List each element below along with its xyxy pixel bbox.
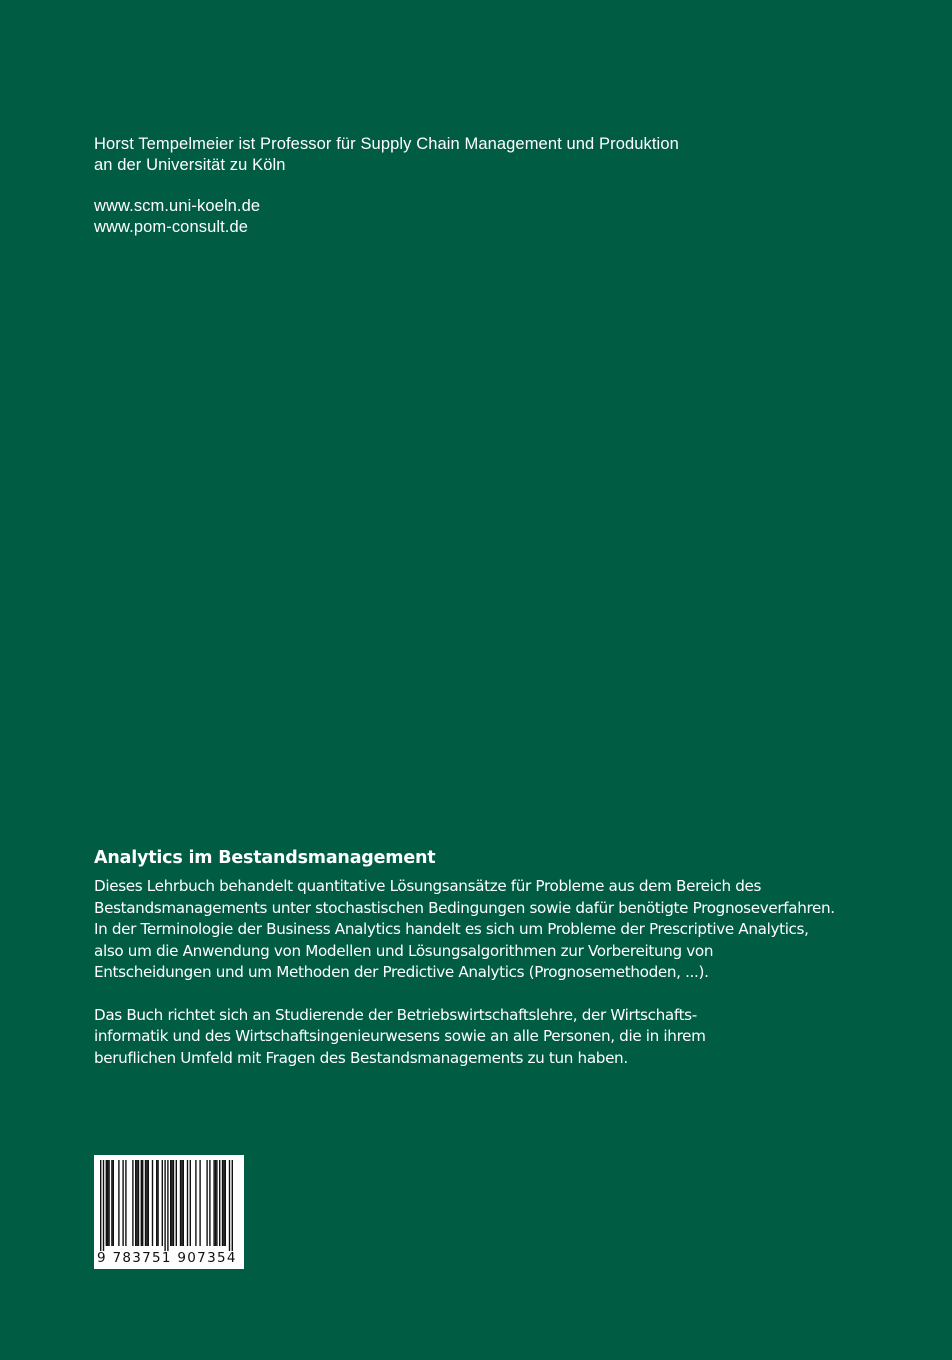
barcode-bar bbox=[183, 1160, 184, 1246]
barcode-bar bbox=[125, 1160, 126, 1246]
barcode-bar bbox=[173, 1160, 174, 1246]
book-description bbox=[94, 846, 874, 1069]
barcode-bar bbox=[199, 1160, 200, 1246]
barcode-bar bbox=[135, 1160, 136, 1246]
barcode-bar bbox=[213, 1160, 214, 1246]
barcode-bar bbox=[122, 1160, 123, 1246]
barcode-bar bbox=[219, 1160, 220, 1246]
barcode-bar bbox=[132, 1160, 133, 1246]
barcode-bar bbox=[190, 1160, 191, 1246]
barcode-bar bbox=[146, 1160, 147, 1246]
description-title: Analytics im Bestandsmanagement bbox=[94, 848, 436, 868]
barcode-bar bbox=[164, 1160, 165, 1251]
barcode-bar bbox=[170, 1160, 171, 1246]
barcode-bar bbox=[162, 1160, 163, 1246]
barcode-bar bbox=[106, 1160, 107, 1246]
author-bio bbox=[94, 134, 854, 176]
barcode-bar bbox=[181, 1160, 182, 1246]
isbn-barcode bbox=[94, 1155, 244, 1269]
barcode-bar bbox=[225, 1160, 226, 1246]
paragraph-2-line-2: informatik und des Wirtschaftsingenieurwesens sowie an alle Personen, die in ihrem bbox=[94, 1027, 706, 1045]
barcode-bar bbox=[156, 1160, 157, 1246]
paragraph-2-line-3: beruflichen Umfeld mit Fragen des Bestandsmanagements zu tun haben. bbox=[94, 1048, 628, 1067]
description-paragraph-1 bbox=[94, 876, 874, 984]
author-bio-line-2: an der Universität zu Köln bbox=[94, 156, 286, 174]
barcode-bars bbox=[94, 1155, 244, 1251]
barcode-bar bbox=[136, 1160, 137, 1246]
author-info bbox=[94, 134, 854, 238]
barcode-bar bbox=[100, 1160, 101, 1251]
barcode-bar bbox=[145, 1160, 146, 1246]
barcode-bar bbox=[118, 1160, 119, 1246]
barcode-bar bbox=[141, 1160, 142, 1246]
barcode-bar bbox=[209, 1160, 210, 1246]
barcode-bar bbox=[171, 1160, 172, 1246]
paragraph-2-line-1: Das Buch richtet sich an Studierende der Betriebswirtschaftslehre, der Wirtschafts- bbox=[94, 1005, 697, 1024]
barcode-bar bbox=[195, 1160, 196, 1246]
barcode-bar bbox=[148, 1160, 149, 1246]
barcode-bar bbox=[187, 1160, 188, 1246]
paragraph-1-line-2: Bestandsmanagements unter stochastischen Bedingungen sowie dafür benötigte Prognoseverfahren. bbox=[94, 898, 835, 917]
barcode-bar bbox=[229, 1160, 230, 1251]
paragraph-1-line-3: In der Terminologie der Business Analytics handelt es sich um Probleme der Prescriptive Analytics, bbox=[94, 920, 809, 938]
barcode-bar bbox=[206, 1160, 207, 1246]
description-paragraph-2 bbox=[94, 1005, 874, 1070]
barcode-bar bbox=[111, 1160, 112, 1246]
website-link-scm[interactable]: www.scm.uni-koeln.de bbox=[94, 197, 261, 215]
paragraph-1-line-1: Dieses Lehrbuch behandelt quantitative Lösungsansätze für Probleme aus dem Bereich des bbox=[94, 877, 762, 895]
barcode-bar bbox=[167, 1160, 168, 1251]
paragraph-1-line-5: Entscheidungen und um Methoden der Predictive Analytics (Prognosemethoden, ...). bbox=[94, 963, 709, 981]
barcode-bar bbox=[176, 1160, 177, 1246]
barcode-bar bbox=[157, 1160, 158, 1246]
barcode-bar bbox=[215, 1160, 216, 1246]
barcode-bar bbox=[138, 1160, 139, 1246]
barcode-bar bbox=[142, 1160, 143, 1246]
barcode-bar bbox=[232, 1160, 233, 1251]
barcode-bar bbox=[223, 1160, 224, 1246]
author-links bbox=[94, 196, 854, 238]
barcode-bar bbox=[113, 1160, 114, 1246]
barcode-bar bbox=[103, 1160, 104, 1251]
barcode-bar bbox=[216, 1160, 217, 1246]
isbn-digits: 9 783751 907354 bbox=[97, 1250, 237, 1266]
barcode-bar bbox=[180, 1160, 181, 1246]
website-link-pom[interactable]: www.pom-consult.de bbox=[94, 218, 249, 236]
author-bio-line-1: Horst Tempelmeier ist Professor für Supply Chain Management und Produktion bbox=[94, 135, 679, 153]
barcode-bar bbox=[222, 1160, 223, 1246]
paragraph-1-line-4: also um die Anwendung von Modellen und Lösungsalgorithmen zur Vorbereitung von bbox=[94, 941, 714, 960]
barcode-bar bbox=[152, 1160, 153, 1246]
barcode-bar bbox=[108, 1160, 109, 1246]
barcode-bar bbox=[107, 1160, 108, 1246]
